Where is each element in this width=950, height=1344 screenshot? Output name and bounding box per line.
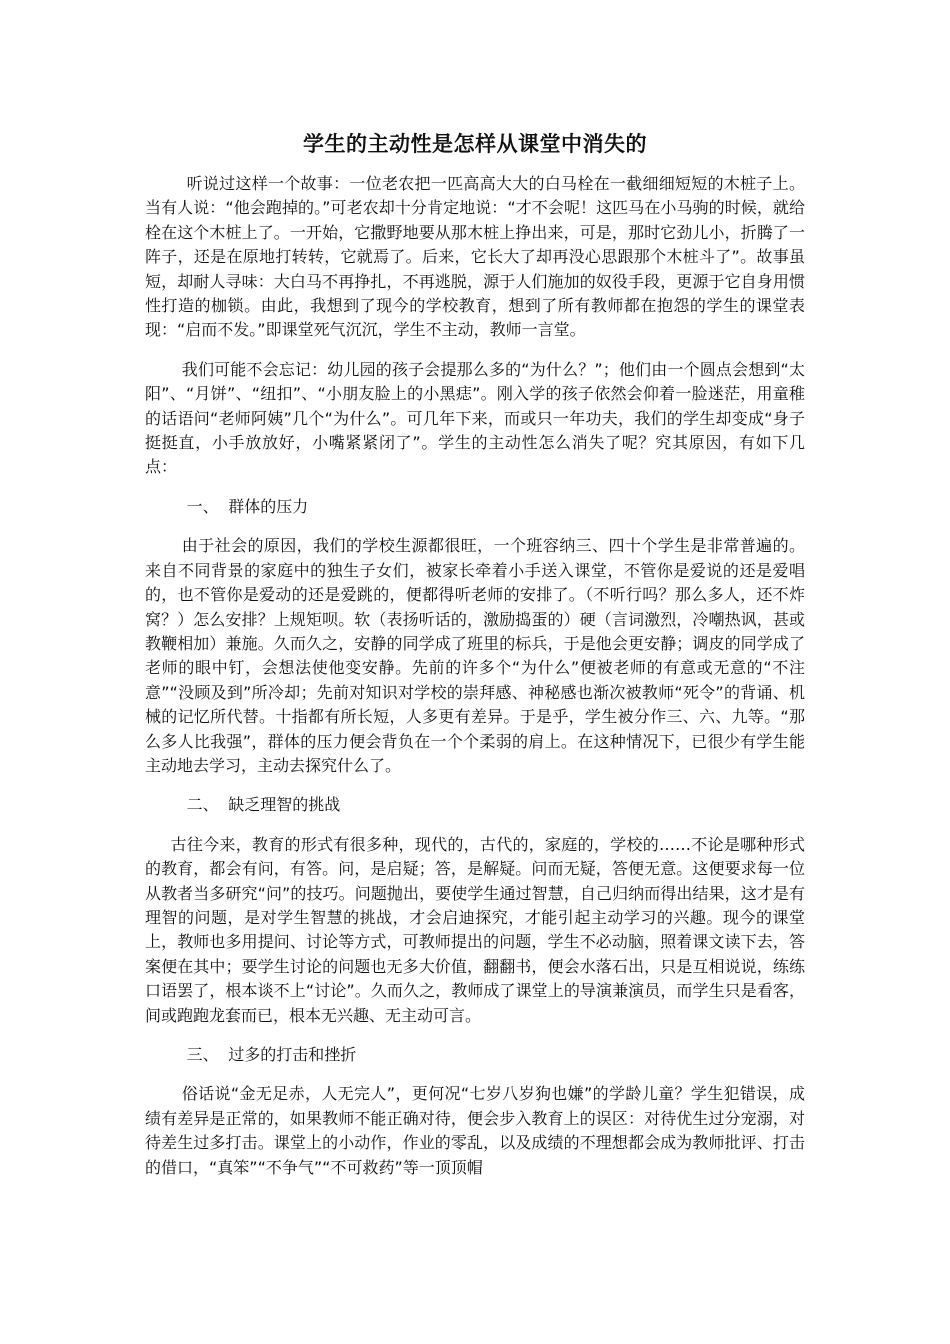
- section-number-1: 一、: [186, 496, 219, 516]
- section-heading-2: [145, 793, 805, 817]
- document-body: [145, 172, 805, 1180]
- section-paragraph-3: 俗话说“金无足赤，人无完人”，更何况“七岁八岁狗也嫌”的学龄儿童？学生犯错误，成绩有差异是正常的，如果教师不能正确对待，便会步入教育上的误区：对待优生过分宠溺，对待差生过多打击。课堂上的小动作，作业的零乱，以及成绩的不理想都会成为教师批评、打击的借口，“真笨”“不争气”“不可救药”等一顶顶帽: [145, 1084, 805, 1177]
- section-paragraph-1: 由于社会的原因，我们的学校生源都很旺，一个班容纳三、四十个学生是非常普遍的。来自不同背景的家庭中的独生子女们，被家长牵着小手送入课堂，不管你是爱说的还是爱唱的，也不管你是爱动的还是爱跳的，便都得听老师的安排了。（不听行吗？那么多人，还不炸窝？）怎么安排？上规矩呗。软（表扬听话的，激励捣蛋的）硬（言词激烈，冷嘲热讽，甚或教鞭相加）兼施。久而久之，安静的同学成了班里的标兵，于是他会更安静；调皮的同学成了老师的眼中钉，会想法使他变安静。先前的许多个“为什么”便被老师的有意或无意的“不注意”“没顾及到”所冷却；先前对知识对学校的崇拜感、神秘感也渐次被教师“死令”的背诵、机械的记忆所代替。十指都有所长短，人多更有差异。于是乎，学生被分作三、六、九等。“那么多人比我强”，群体的压力便会背负在一个个柔弱的肩上。在这种情况下，已很少有学生能主动地去学习，主动去探究什么了。: [145, 536, 805, 775]
- section-heading-3: [145, 1043, 805, 1067]
- section-number-2: 二、: [186, 795, 219, 815]
- section-paragraph-2: 古往今来，教育的形式有很多种，现代的，古代的，家庭的，学校的……不论是哪种形式的教育，都会有问，有答。问，是启疑；答，是解疑。问而无疑，答便无意。这便要求每一位从教者当多研究“问”的技巧。问题抛出，要使学生通过智慧，自己归纳而得出结果，这才是有理智的问题，是对学生智慧的挑战，才会启迪探究，才能引起主动学习的兴趣。现今的课堂上，教师也多用提问、讨论等方式，可教师提出的问题，学生不必动脑，照着课文读下去，答案便在其中；要学生讨论的问题也无多大价值，翻翻书，便会水落石出，只是互相说说，练练口语罢了，根本谈不上“讨论”。久而久之，教师成了课堂上的导演兼演员，而学生只是看客，间或跑跑龙套而已，根本无兴趣、无主动可言。: [145, 834, 805, 1025]
- section-title-1: 群体的压力: [228, 496, 309, 516]
- intro-paragraph-1: 听说过这样一个故事：一位老农把一匹高高大大的白马栓在一截细细短短的木桩子上。当有人说：“他会跑掉的。”可老农却十分肯定地说：“才不会呢！这匹马在小马驹的时候，就给栓在这个木桩上了。一开始，它撒野地要从那木桩上挣出来，可是，那时它劲儿小，折腾了一阵子，还是在原地打转转，它就焉了。后来，它长大了却再没心思跟那个木桩斗了”。故事虽短，却耐人寻味：大白马不再挣扎，不再逃脱，源于人们施加的奴役手段，更源于它自身用惯性打造的枷锁。由此，我想到了现今的学校教育，想到了所有教师都在抱怨的学生的课堂表现：“启而不发。”即课堂死气沉沉，学生不主动，教师一言堂。: [145, 174, 805, 340]
- page-title: 学生的主动性是怎样从课堂中消失的: [303, 132, 647, 156]
- section-title-2: 缺乏理智的挑战: [228, 795, 341, 815]
- section-title-3: 过多的打击和挫折: [228, 1045, 357, 1064]
- intro-paragraph-2: 我们可能不会忘记：幼儿园的孩子会提那么多的“为什么？”；他们由一个圆点会想到“太阳”、“月饼”、“纽扣”、“小朋友脸上的小黑痣”。刚入学的孩子依然会仰着一脸迷茫，用童稚的话语问“老师阿姨”几个“为什么”。可几年下来，而或只一年功夫，我们的学生却变成“身子挺挺直，小手放放好，小嘴紧紧闭了”。学生的主动性怎么消失了呢？究其原因，有如下几点：: [145, 359, 805, 477]
- section-heading-1: [145, 495, 805, 519]
- section-number-3: 三、: [186, 1045, 219, 1064]
